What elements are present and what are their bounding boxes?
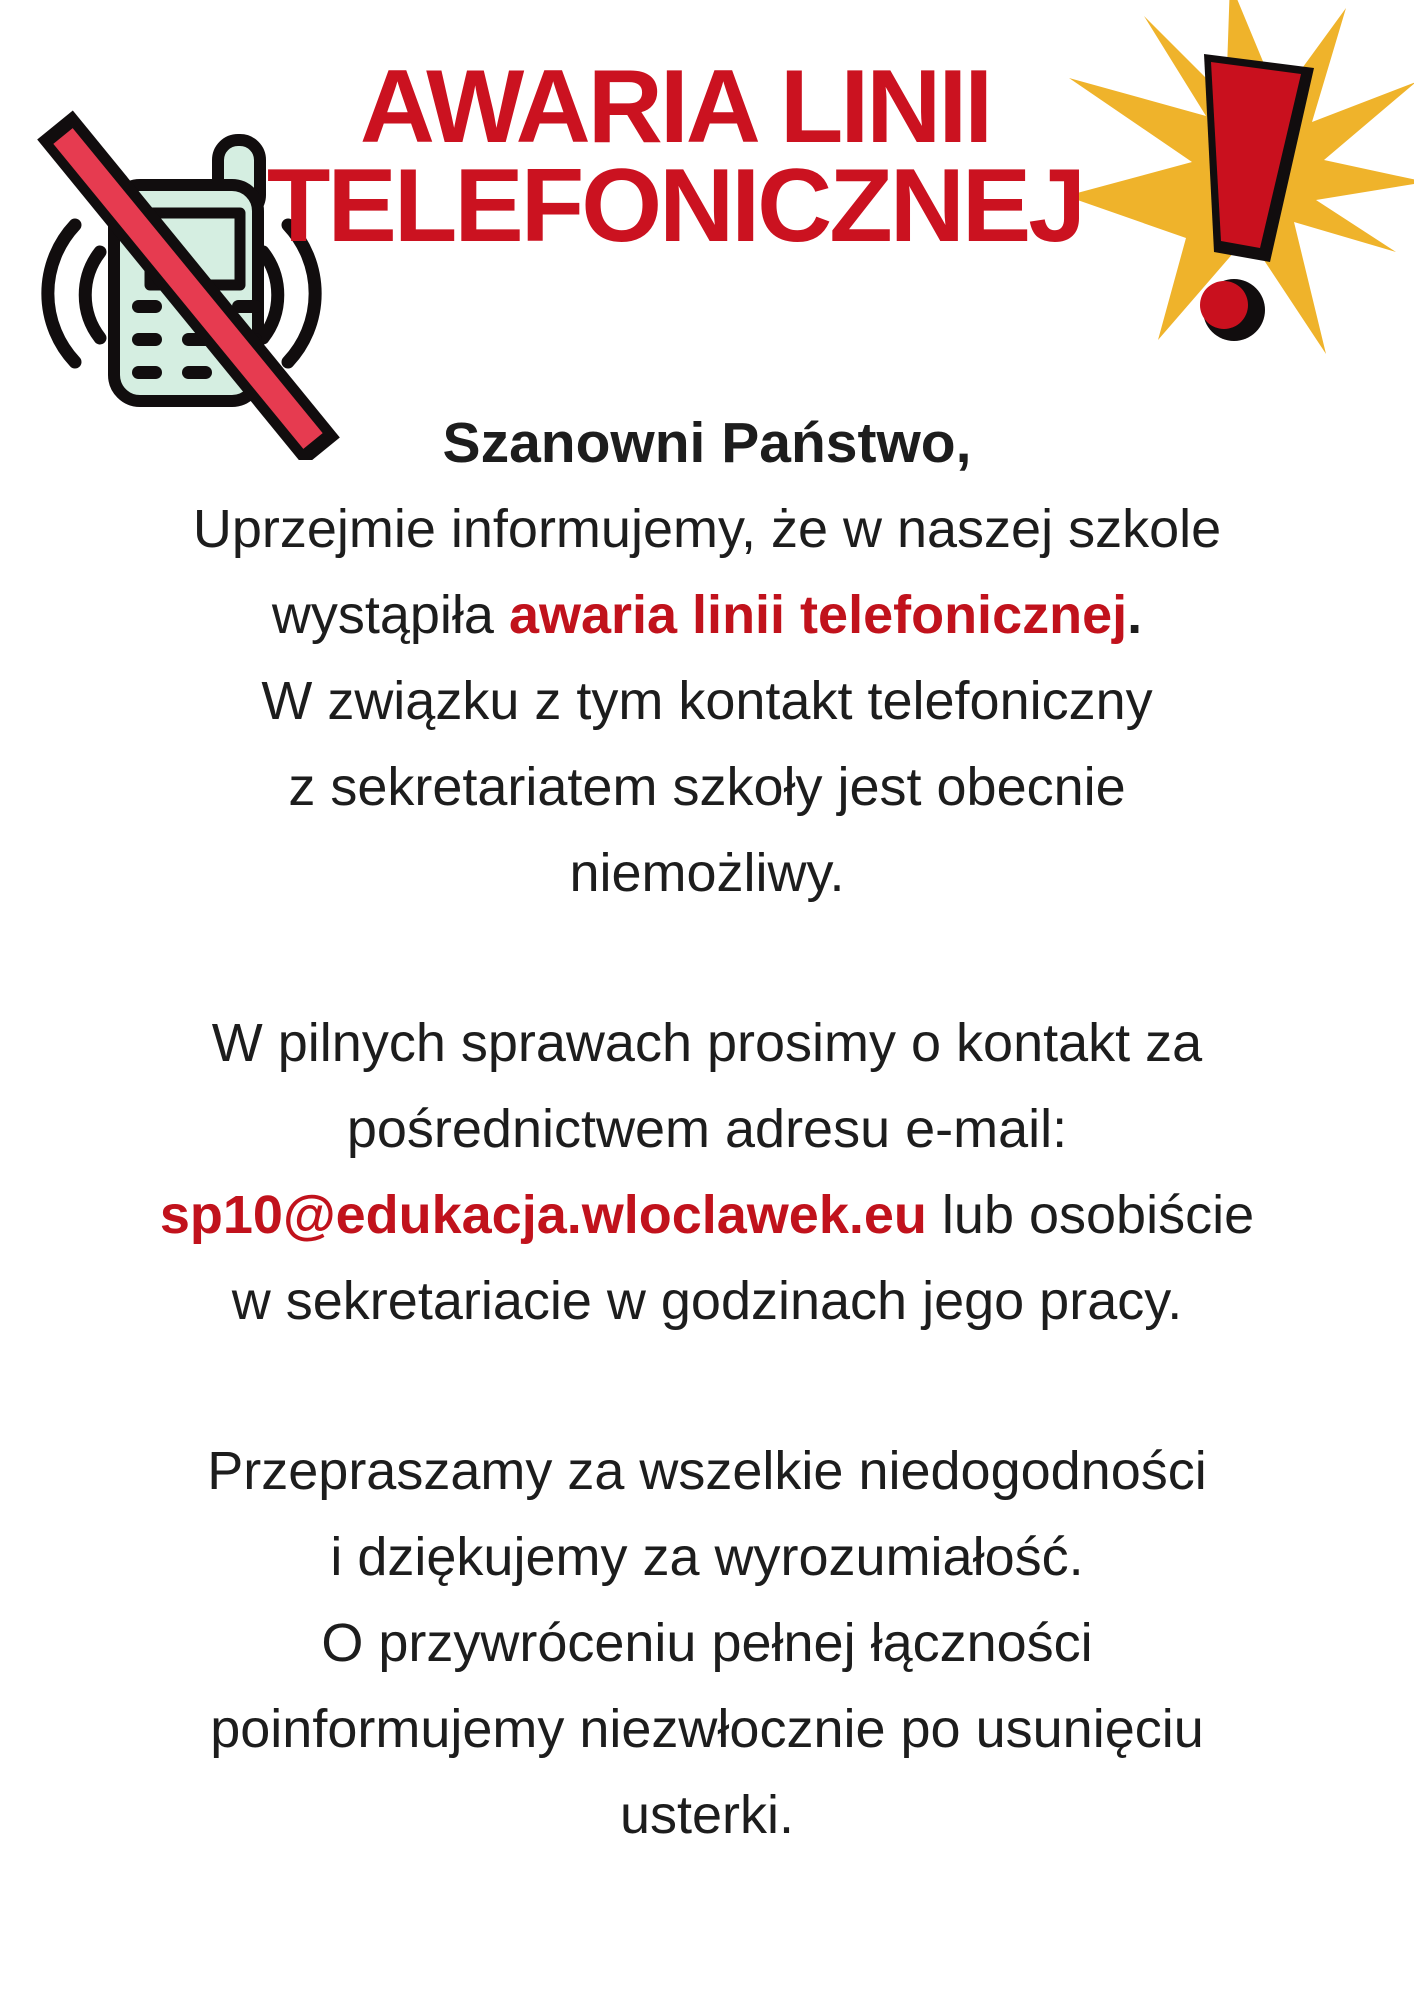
paragraph-2 [0, 1000, 1414, 1344]
body-line: niemożliwy. [569, 843, 845, 903]
body-line: W związku z tym kontakt telefoniczny [261, 671, 1153, 731]
paragraph-1 [0, 400, 1414, 916]
body-line: O przywróceniu pełnej łączności [321, 1613, 1093, 1673]
email-address: sp10@edukacja.wloclawek.eu [159, 1185, 927, 1245]
highlight-awaria: awaria linii telefonicznej [508, 585, 1128, 645]
body-line: usterki. [619, 1785, 795, 1845]
body-line: Przepraszamy za wszelkie niedogodności [207, 1441, 1207, 1501]
body-line [0, 1172, 1414, 1258]
body-line: i dziękujemy za wyrozumiałość. [330, 1527, 1084, 1587]
body-text: wystąpiła [271, 585, 509, 645]
page-title [210, 49, 1140, 264]
title-line-2: TELEFONICZNEJ [266, 148, 1084, 264]
body-line [0, 572, 1414, 658]
body-line: poinformujemy niezwłocznie po usunięciu [210, 1699, 1204, 1759]
body-line: z sekretariatem szkoły jest obecnie [288, 757, 1126, 817]
body-text: . [1127, 585, 1143, 645]
body-line: w sekretariacie w godzinach jego pracy. [231, 1271, 1183, 1331]
body-line: Uprzejmie informujemy, że w naszej szkole [192, 499, 1222, 559]
paragraph-3 [0, 1428, 1414, 1858]
body-line: W pilnych sprawach prosimy o kontakt za [211, 1013, 1203, 1073]
announcement-body [0, 400, 1414, 1858]
body-line: pośrednictwem adresu e-mail: [346, 1099, 1068, 1159]
title-line-1: AWARIA LINII [359, 49, 991, 165]
salutation: Szanowni Państwo, [442, 411, 972, 475]
body-text: lub osobiście [926, 1185, 1255, 1245]
